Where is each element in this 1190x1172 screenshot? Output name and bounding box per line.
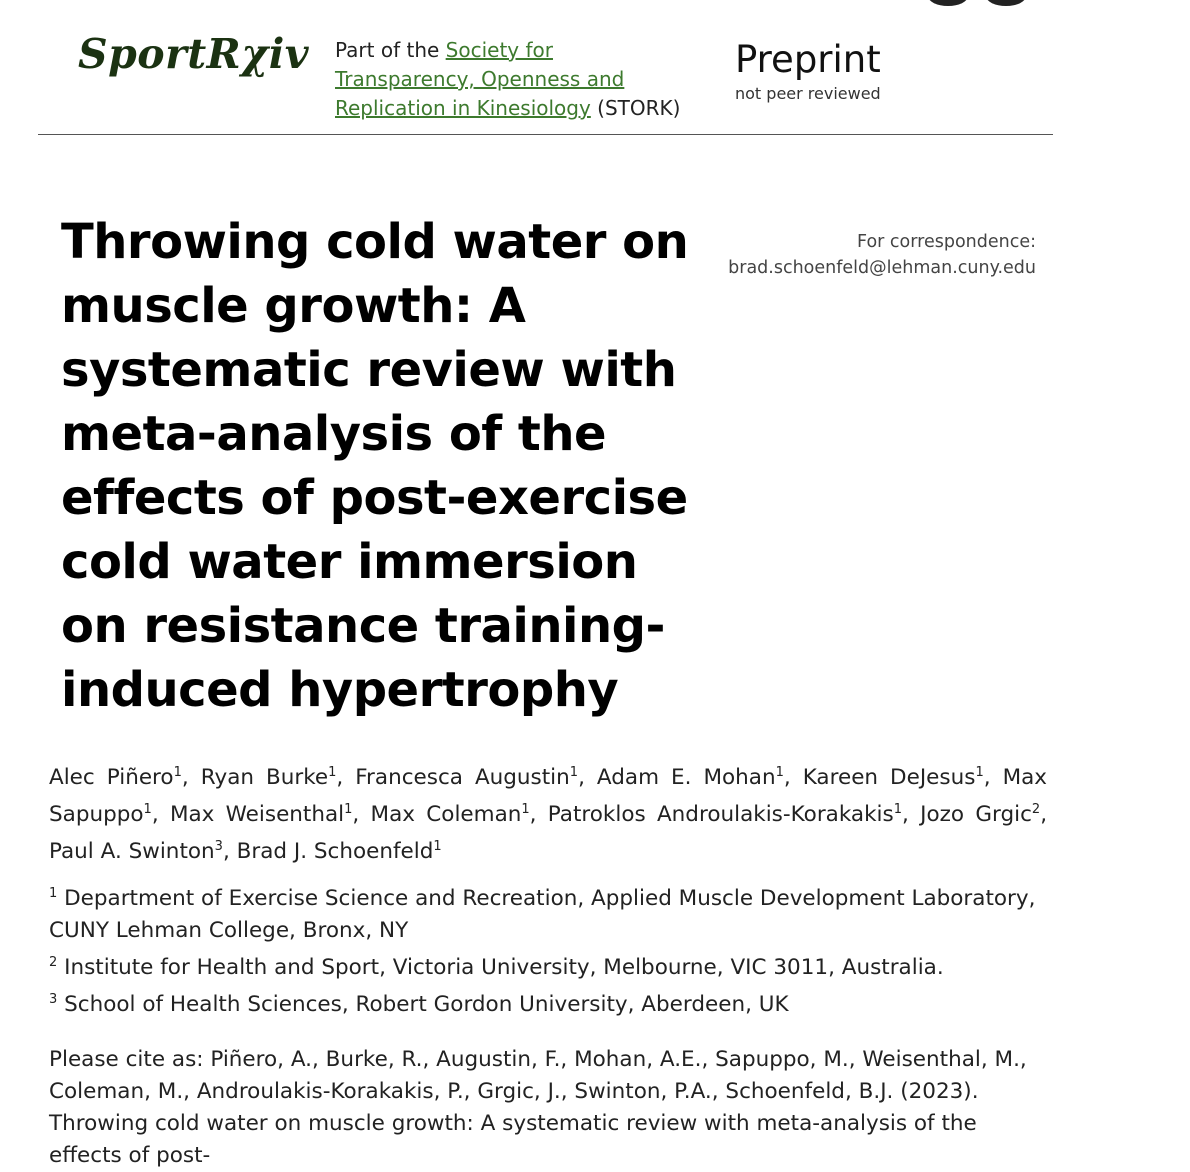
author-list (49, 757, 1047, 868)
paper-title: Throwing cold water on muscle growth: A systematic review with meta-analysis of the effects of post-exercise cold water immersion on resistance training-induced hypertrophy (61, 214, 689, 718)
author-affiliation-number: 1 (328, 765, 337, 780)
affiliation-text: Department of Exercise Science and Recreation, Applied Muscle Development Laboratory, CUNY Lehman College, Bronx, NY (49, 886, 1036, 944)
affiliation-item (49, 984, 1047, 1021)
author-affiliation-number: 1 (775, 765, 784, 780)
author-name: Patroklos Androulakis-Korakakis (547, 802, 894, 828)
header-divider (38, 134, 1053, 135)
affiliation-text: School of Health Sciences, Robert Gordon University, Aberdeen, UK (57, 992, 789, 1018)
author-affiliation-number: 1 (143, 802, 152, 818)
author-name: Max Sapuppo (49, 765, 1048, 828)
author-affiliation-number: 3 (214, 839, 223, 855)
author-separator: , (902, 802, 921, 828)
society-abbrev: (STORK) (590, 96, 681, 120)
author-separator: , (578, 765, 597, 791)
author-name: Adam E. Mohan (596, 765, 776, 791)
dot-icon (986, 0, 1026, 6)
author-separator: , (983, 765, 1003, 791)
author-name: Ryan Burke (200, 765, 329, 791)
decorative-marks (928, 0, 1028, 6)
author-separator: , (181, 765, 201, 791)
author-affiliation-number: 1 (569, 765, 579, 780)
affiliation-item (49, 947, 1047, 984)
author-affiliation-number: 1 (521, 802, 530, 818)
author-affiliation-number: 2 (1031, 802, 1041, 818)
part-of-prefix: Part of the (335, 38, 446, 62)
affiliation-item (49, 878, 1047, 947)
affiliation-number: 1 (49, 886, 58, 901)
author-affiliation-number: 1 (173, 765, 182, 780)
author-separator: , (1040, 802, 1048, 828)
author-separator: , (151, 802, 170, 828)
author-affiliation-number: 1 (344, 802, 353, 818)
author-name: Kareen DeJesus (802, 765, 976, 791)
author-separator: , (222, 839, 237, 865)
correspondence-block (728, 229, 1036, 281)
author-name: Francesca Augustin (355, 765, 570, 791)
preprint-badge (735, 38, 881, 103)
author-name: Jozo Grgic (920, 802, 1032, 828)
affiliation-list (49, 878, 1047, 1021)
correspondence-label: For correspondence: (857, 232, 1036, 252)
preprint-label: Preprint (735, 38, 881, 81)
author-separator: , (352, 802, 371, 828)
author-name: Paul A. Swinton (49, 839, 215, 865)
author-name: Alec Piñero (49, 765, 174, 791)
author-name: Max Coleman (370, 802, 522, 828)
correspondence-email[interactable]: brad.schoenfeld@lehman.cuny.edu (728, 258, 1036, 278)
author-separator: , (336, 765, 356, 791)
peer-review-status: not peer reviewed (735, 84, 881, 103)
author-separator: , (783, 765, 803, 791)
affiliation-number: 2 (49, 955, 58, 971)
author-name: Max Weisenthal (169, 802, 345, 828)
author-separator: , (529, 802, 548, 828)
author-affiliation-number: 1 (433, 839, 442, 855)
author-affiliation-number: 1 (975, 765, 984, 780)
author-name: Brad J. Schoenfeld (236, 839, 434, 865)
society-link[interactable]: Society for Transparency, Openness and Replication in Kinesiology (335, 38, 625, 120)
affiliation-text: Institute for Health and Sport, Victoria University, Melbourne, VIC 3011, Australia. (57, 955, 944, 981)
dot-icon (928, 0, 968, 6)
sportrxiv-logo: SportRχiv (78, 30, 310, 78)
society-affiliation-note (335, 36, 695, 123)
citation-text: Please cite as: Piñero, A., Burke, R., Augustin, F., Mohan, A.E., Sapuppo, M., Weisenthal, M., Coleman, M., Androulakis-Korakakis, P., Grgic, J., Swinton, P.A., Schoenfeld, B.J. (2023). Throwing cold water on muscle growth: A systematic review with meta-analysis of the effects of post- (49, 1047, 1027, 1168)
author-affiliation-number: 1 (893, 802, 902, 818)
affiliation-number: 3 (49, 992, 58, 1008)
